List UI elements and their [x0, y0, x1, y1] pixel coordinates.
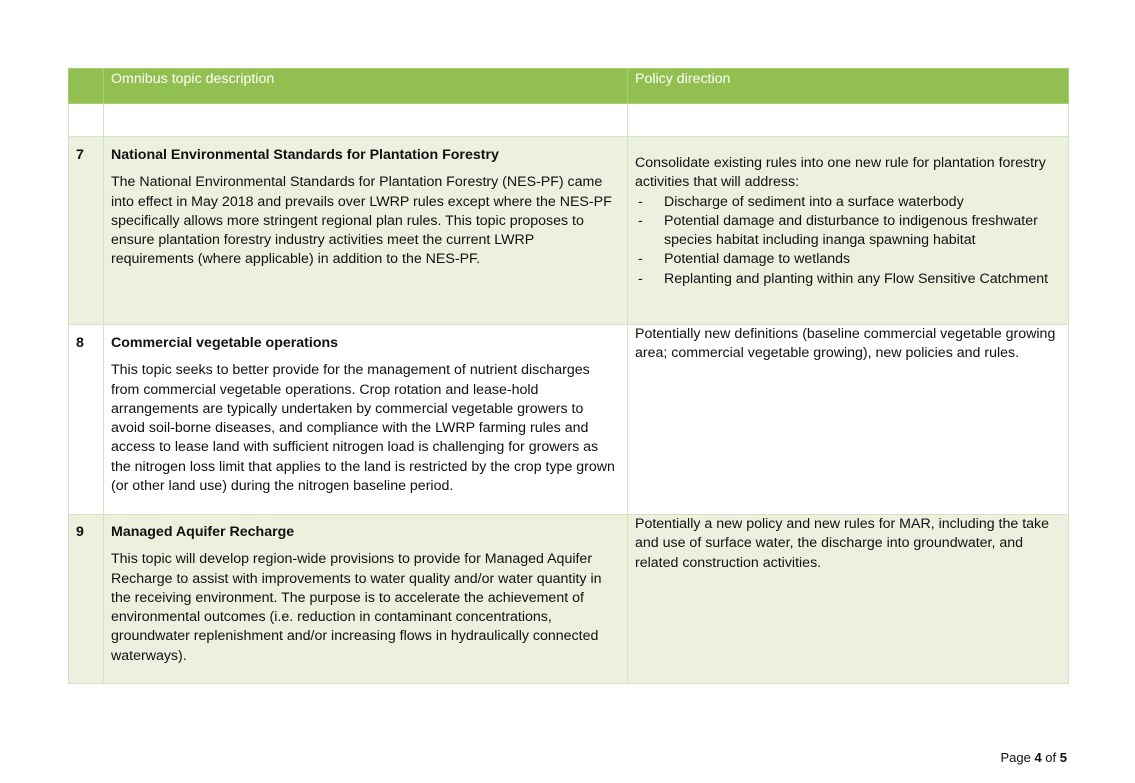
- omnibus-topics-table: [68, 68, 1069, 684]
- policy-intro: Consolidate existing rules into one new rule for plantation forestry activities that will address:: [635, 155, 1046, 191]
- page-label: Page: [1000, 750, 1031, 765]
- list-item: - Replanting and planting within any Flow Sensitive Catchment: [638, 270, 1049, 287]
- topic-number: 9: [69, 515, 104, 684]
- header-description: Omnibus topic description: [104, 69, 628, 104]
- topic-description: The National Environmental Standards for Plantation Forestry (NES-PF) came into effect in May 2018 and prevails over LWRP rules except where the NES-PF specifically allows more stringent regional plan rules. This topic proposes to ensure plantation forestry industry activities meet the current LWRP requirements (where applicable) in addition to the NES-PF.: [111, 174, 612, 268]
- topic-description-cell: [104, 515, 628, 684]
- topic-description: This topic will develop region-wide provisions to provide for Managed Aquifer Recharge to assist with improvements to water quality and/or water quantity in the receiving environment. The purpose is to accelerate the achievement of environmental outcomes (i.e. reduction in contaminant concentrations, groundwater replenishment and/or increasing flows in hydraulically connected waterways).: [111, 551, 602, 664]
- list-item: - Discharge of sediment into a surface waterbody: [638, 193, 964, 210]
- header-number: [69, 69, 104, 104]
- header-policy: Policy direction: [628, 69, 1069, 104]
- list-item: - Potential damage and disturbance to indigenous freshwater species habitat including inanga spawning habitat: [638, 212, 1038, 249]
- topic-description-cell: [104, 325, 628, 515]
- policy-direction-cell: [628, 137, 1069, 325]
- policy-text: Potentially new definitions (baseline commercial vegetable growing area; commercial vegetable growing), new policies and rules.: [635, 326, 1056, 362]
- policy-list: [635, 193, 1061, 289]
- policy-text: Potentially a new policy and new rules for MAR, including the take and use of surface water, the discharge into groundwater, and related construction activities.: [635, 516, 1050, 571]
- topic-title: Managed Aquifer Recharge: [111, 524, 295, 540]
- table-row: [69, 325, 1069, 515]
- page-total: 5: [1059, 750, 1067, 765]
- topic-description-cell: [104, 137, 628, 325]
- topic-number: 7: [69, 137, 104, 325]
- table-row: [69, 515, 1069, 684]
- policy-direction-cell: [628, 515, 1069, 684]
- topic-number: 8: [69, 325, 104, 515]
- policy-direction-cell: [628, 325, 1069, 515]
- topic-title: National Environmental Standards for Plantation Forestry: [111, 147, 499, 163]
- page-current: 4: [1034, 750, 1042, 765]
- page-of-label: of: [1045, 750, 1057, 765]
- list-item: - Potential damage to wetlands: [638, 251, 851, 268]
- table-header-row: [69, 69, 1069, 104]
- table-spacer-row: [69, 104, 1069, 137]
- table-row: [69, 137, 1069, 325]
- topic-title: Commercial vegetable operations: [111, 335, 339, 351]
- page-footer: [1000, 750, 1067, 765]
- topic-description: This topic seeks to better provide for the management of nutrient discharges from commercial vegetable operations. Crop rotation and lease-hold arrangements are typically undertaken by commercial vegetable growers to avoid soil-borne diseases, and compliance with the LWRP farming rules and access to lease land with sufficient nitrogen load is challenging for growers as the nitrogen loss limit that applies to the land is restricted by the crop type grown (or other land use) during the nitrogen baseline period.: [111, 362, 615, 495]
